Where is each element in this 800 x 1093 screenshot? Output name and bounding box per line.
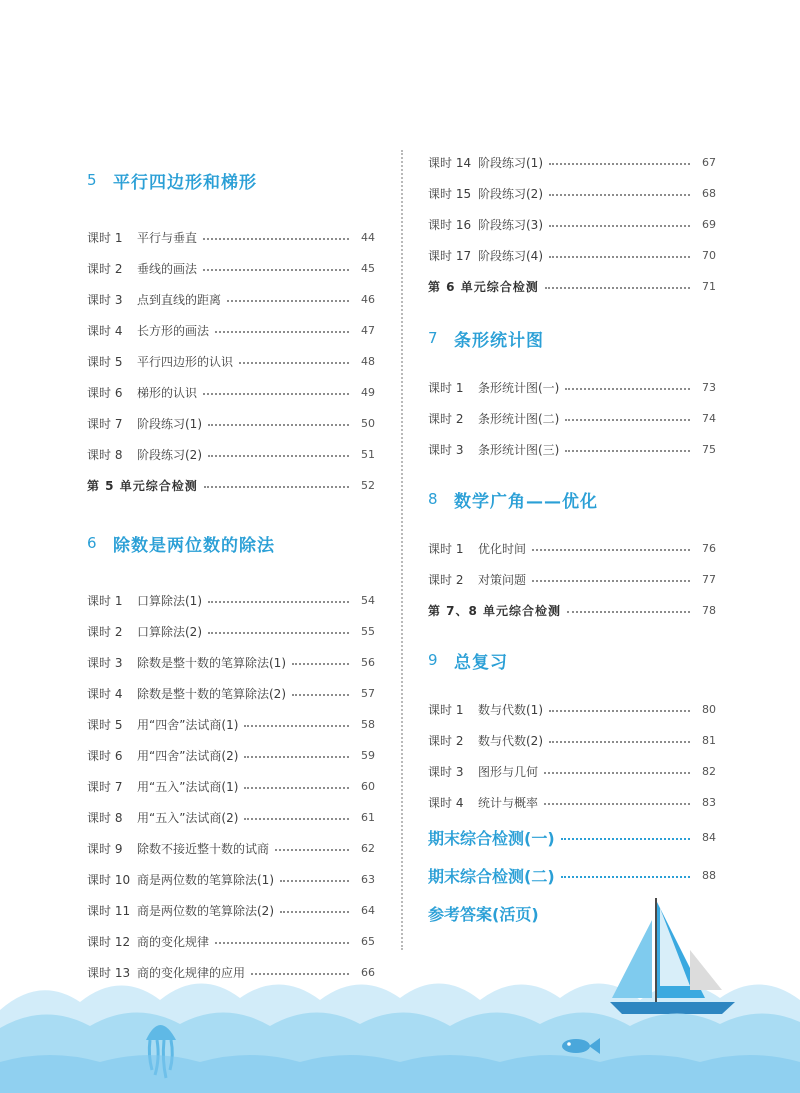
lesson-title: 条形统计图(一) bbox=[478, 381, 560, 395]
toc-entry[interactable] bbox=[428, 564, 716, 595]
unit-title: 数学广角——优化 bbox=[454, 491, 598, 512]
unit-number: 9 bbox=[428, 651, 438, 669]
page-number: 77 bbox=[702, 573, 716, 586]
page-number: 64 bbox=[361, 904, 375, 917]
final-exam-entry[interactable] bbox=[428, 818, 716, 856]
lesson-title: 数与代数(2) bbox=[478, 734, 543, 748]
unit-5-heading bbox=[87, 168, 375, 192]
toc-entry[interactable] bbox=[87, 439, 375, 470]
lesson-title: 口算除法(2) bbox=[137, 625, 202, 639]
left-column bbox=[87, 168, 375, 988]
toc-entry[interactable] bbox=[87, 833, 375, 864]
lesson-label: 课时 1 bbox=[428, 381, 464, 395]
page-number: 65 bbox=[361, 935, 375, 948]
lesson-label: 课时 1 bbox=[87, 231, 123, 245]
page-number: 69 bbox=[702, 218, 716, 231]
unit-review-entry[interactable] bbox=[428, 595, 716, 626]
page-number: 57 bbox=[361, 687, 375, 700]
leader-dots bbox=[549, 256, 690, 258]
lesson-label: 课时 2 bbox=[428, 734, 464, 748]
lesson-title: 除数是整十数的笔算除法(2) bbox=[137, 687, 286, 701]
lesson-label: 课时 2 bbox=[87, 625, 123, 639]
lesson-title: 用“五入”法试商(2) bbox=[137, 811, 239, 825]
page-number: 82 bbox=[702, 765, 716, 778]
leader-dots bbox=[561, 876, 690, 878]
lesson-title: 条形统计图(二) bbox=[478, 412, 560, 426]
leader-dots bbox=[565, 419, 690, 421]
page-number: 47 bbox=[361, 324, 375, 337]
lesson-title: 阶段练习(4) bbox=[478, 249, 543, 263]
lesson-title: 平行四边形的认识 bbox=[137, 355, 234, 369]
page-number: 78 bbox=[702, 604, 716, 617]
toc-entry[interactable] bbox=[87, 377, 375, 408]
page-number: 83 bbox=[702, 796, 716, 809]
leader-dots bbox=[549, 225, 690, 227]
lesson-label: 课时 2 bbox=[87, 262, 123, 276]
review-title: 第 5 单元综合检测 bbox=[87, 479, 198, 493]
lesson-title: 梯形的认识 bbox=[137, 386, 198, 400]
page-number: 59 bbox=[361, 749, 375, 762]
sea-scene bbox=[0, 890, 800, 1093]
leader-dots bbox=[544, 772, 690, 774]
page-number: 55 bbox=[361, 625, 375, 638]
answer-key-title: 参考答案(活页) bbox=[428, 904, 539, 924]
leader-dots bbox=[280, 880, 349, 882]
page-number: 52 bbox=[361, 479, 375, 492]
unit-6-heading bbox=[87, 531, 375, 555]
page-number: 44 bbox=[361, 231, 375, 244]
lesson-title: 统计与概率 bbox=[478, 796, 539, 810]
lesson-title: 条形统计图(三) bbox=[478, 443, 560, 457]
toc-entry[interactable] bbox=[87, 802, 375, 833]
lesson-title: 商是两位数的笔算除法(2) bbox=[137, 904, 274, 918]
leader-dots bbox=[561, 838, 690, 840]
page-number: 61 bbox=[361, 811, 375, 824]
toc-entry[interactable] bbox=[428, 240, 716, 271]
leader-dots bbox=[208, 601, 349, 603]
leader-dots bbox=[565, 388, 690, 390]
right-column bbox=[428, 147, 716, 932]
unit-review-entry[interactable] bbox=[87, 470, 375, 501]
leader-dots bbox=[203, 269, 349, 271]
lesson-label: 课时 3 bbox=[428, 443, 464, 457]
lesson-title: 阶段练习(2) bbox=[137, 448, 202, 462]
lesson-title: 点到直线的距离 bbox=[137, 293, 222, 307]
lesson-label: 课时 7 bbox=[87, 417, 123, 431]
toc-entry[interactable] bbox=[428, 372, 716, 403]
lesson-title: 阶段练习(1) bbox=[478, 156, 543, 170]
leader-dots bbox=[549, 741, 690, 743]
page-number: 75 bbox=[702, 443, 716, 456]
page-number: 62 bbox=[361, 842, 375, 855]
unit-number: 8 bbox=[428, 490, 438, 508]
unit-8-heading bbox=[428, 487, 716, 511]
toc-entry[interactable] bbox=[87, 616, 375, 647]
lesson-title: 口算除法(1) bbox=[137, 594, 202, 608]
page-number: 54 bbox=[361, 594, 375, 607]
page-number: 74 bbox=[702, 412, 716, 425]
leader-dots bbox=[215, 331, 349, 333]
toc-entry[interactable] bbox=[428, 725, 716, 756]
lesson-label: 课时 4 bbox=[87, 687, 123, 701]
leader-dots bbox=[208, 632, 349, 634]
toc-entry[interactable] bbox=[428, 403, 716, 434]
leader-dots bbox=[549, 194, 690, 196]
page-number: 81 bbox=[702, 734, 716, 747]
lesson-label: 课时 3 bbox=[428, 765, 464, 779]
toc-entry[interactable] bbox=[428, 434, 716, 465]
lesson-title: 阶段练习(2) bbox=[478, 187, 543, 201]
leader-dots bbox=[544, 803, 690, 805]
leader-dots bbox=[203, 393, 349, 395]
lesson-title: 商的变化规律的应用 bbox=[137, 966, 246, 980]
toc-entry[interactable] bbox=[428, 178, 716, 209]
lesson-title: 平行与垂直 bbox=[137, 231, 198, 245]
page-number: 63 bbox=[361, 873, 375, 886]
final-exam-entry[interactable] bbox=[428, 856, 716, 894]
lesson-label: 课时 13 bbox=[87, 966, 131, 980]
page-number: 71 bbox=[702, 280, 716, 293]
lesson-title: 商的变化规律 bbox=[137, 935, 210, 949]
lesson-label: 课时 11 bbox=[87, 904, 131, 918]
unit-title: 除数是两位数的除法 bbox=[113, 535, 275, 556]
lesson-title: 图形与几何 bbox=[478, 765, 539, 779]
toc-entry[interactable] bbox=[87, 678, 375, 709]
toc-entry[interactable] bbox=[87, 253, 375, 284]
page-number: 51 bbox=[361, 448, 375, 461]
lesson-label: 课时 10 bbox=[87, 873, 131, 887]
leader-dots bbox=[549, 163, 690, 165]
toc-entry[interactable] bbox=[87, 346, 375, 377]
page-number: 49 bbox=[361, 386, 375, 399]
page-number: 58 bbox=[361, 718, 375, 731]
lesson-label: 课时 1 bbox=[87, 594, 123, 608]
leader-dots bbox=[239, 362, 349, 364]
lesson-title: 对策问题 bbox=[478, 573, 527, 587]
toc-entry[interactable] bbox=[428, 756, 716, 787]
lesson-title: 阶段练习(3) bbox=[478, 218, 543, 232]
lesson-label: 课时 6 bbox=[87, 386, 123, 400]
lesson-title: 垂线的画法 bbox=[137, 262, 198, 276]
column-divider bbox=[401, 150, 403, 950]
toc-entry[interactable] bbox=[87, 222, 375, 253]
lesson-title: 商是两位数的笔算除法(1) bbox=[137, 873, 274, 887]
leader-dots bbox=[545, 287, 690, 289]
lesson-title: 数与代数(1) bbox=[478, 703, 543, 717]
unit-9-heading bbox=[428, 648, 716, 672]
page-number: 48 bbox=[361, 355, 375, 368]
lesson-label: 课时 8 bbox=[87, 811, 123, 825]
toc-entry[interactable] bbox=[87, 709, 375, 740]
toc-entry[interactable] bbox=[428, 209, 716, 240]
leader-dots bbox=[204, 486, 349, 488]
toc-entry[interactable] bbox=[87, 284, 375, 315]
lesson-label: 课时 6 bbox=[87, 749, 123, 763]
toc-entry[interactable] bbox=[428, 694, 716, 725]
leader-dots bbox=[244, 818, 349, 820]
lesson-label: 课时 7 bbox=[87, 780, 123, 794]
lesson-label: 课时 2 bbox=[428, 412, 464, 426]
lesson-title: 除数不接近整十数的试商 bbox=[137, 842, 270, 856]
review-title: 第 6 单元综合检测 bbox=[428, 280, 539, 294]
toc-entry[interactable] bbox=[428, 147, 716, 178]
leader-dots bbox=[532, 580, 690, 582]
page-number: 45 bbox=[361, 262, 375, 275]
toc-entry[interactable] bbox=[87, 408, 375, 439]
lesson-label: 课时 9 bbox=[87, 842, 123, 856]
page-number: 76 bbox=[702, 542, 716, 555]
lesson-label: 课时 16 bbox=[428, 218, 472, 232]
lesson-title: 用“五入”法试商(1) bbox=[137, 780, 239, 794]
page-number: 68 bbox=[702, 187, 716, 200]
page-number: 56 bbox=[361, 656, 375, 669]
unit-number: 7 bbox=[428, 329, 438, 347]
lesson-title: 除数是整十数的笔算除法(1) bbox=[137, 656, 286, 670]
leader-dots bbox=[275, 849, 349, 851]
toc-entry[interactable] bbox=[428, 533, 716, 564]
lesson-label: 课时 4 bbox=[87, 324, 123, 338]
leader-dots bbox=[567, 611, 690, 613]
unit-7-heading bbox=[428, 326, 716, 350]
lesson-label: 课时 1 bbox=[428, 542, 464, 556]
lesson-label: 课时 3 bbox=[87, 293, 123, 307]
leader-dots bbox=[227, 300, 349, 302]
toc-entry[interactable] bbox=[87, 740, 375, 771]
lesson-title: 优化时间 bbox=[478, 542, 527, 556]
page-number: 46 bbox=[361, 293, 375, 306]
lesson-title: 阶段练习(1) bbox=[137, 417, 202, 431]
unit-number: 5 bbox=[87, 171, 97, 189]
lesson-label: 课时 8 bbox=[87, 448, 123, 462]
leader-dots bbox=[203, 238, 349, 240]
unit-review-entry[interactable] bbox=[428, 271, 716, 302]
lesson-label: 课时 14 bbox=[428, 156, 472, 170]
page-number: 73 bbox=[702, 381, 716, 394]
lesson-label: 课时 5 bbox=[87, 355, 123, 369]
leader-dots bbox=[244, 756, 349, 758]
unit-title: 条形统计图 bbox=[454, 330, 544, 351]
lesson-label: 课时 15 bbox=[428, 187, 472, 201]
leader-dots bbox=[292, 694, 349, 696]
toc-entry[interactable] bbox=[428, 787, 716, 818]
leader-dots bbox=[208, 455, 349, 457]
unit-title: 平行四边形和梯形 bbox=[113, 172, 257, 193]
toc-entry[interactable] bbox=[87, 315, 375, 346]
page-number: 70 bbox=[702, 249, 716, 262]
leader-dots bbox=[565, 450, 690, 452]
leader-dots bbox=[244, 787, 349, 789]
leader-dots bbox=[208, 424, 349, 426]
lesson-label: 课时 3 bbox=[87, 656, 123, 670]
lesson-label: 课时 5 bbox=[87, 718, 123, 732]
final-exam-title: 期末综合检测(二) bbox=[428, 866, 555, 886]
leader-dots bbox=[244, 725, 349, 727]
page-number: 88 bbox=[702, 868, 716, 882]
review-title: 第 7、8 单元综合检测 bbox=[428, 604, 562, 618]
lesson-title: 用“四舍”法试商(2) bbox=[137, 749, 239, 763]
lesson-title: 用“四舍”法试商(1) bbox=[137, 718, 239, 732]
page-number: 67 bbox=[702, 156, 716, 169]
page-number: 60 bbox=[361, 780, 375, 793]
page-number: 84 bbox=[702, 830, 716, 844]
page-number: 50 bbox=[361, 417, 375, 430]
leader-dots bbox=[549, 710, 690, 712]
unit-title: 总复习 bbox=[454, 652, 508, 673]
lesson-label: 课时 1 bbox=[428, 703, 464, 717]
unit-number: 6 bbox=[87, 534, 97, 552]
lesson-title: 长方形的画法 bbox=[137, 324, 210, 338]
lesson-label: 课时 12 bbox=[87, 935, 131, 949]
final-exam-title: 期末综合检测(一) bbox=[428, 828, 555, 848]
toc-entry[interactable] bbox=[87, 771, 375, 802]
page-number: 80 bbox=[702, 703, 716, 716]
toc-entry[interactable] bbox=[87, 585, 375, 616]
lesson-label: 课时 4 bbox=[428, 796, 464, 810]
page-number: 66 bbox=[361, 966, 375, 979]
lesson-label: 课时 2 bbox=[428, 573, 464, 587]
leader-dots bbox=[292, 663, 349, 665]
lesson-label: 课时 17 bbox=[428, 249, 472, 263]
toc-entry[interactable] bbox=[87, 647, 375, 678]
leader-dots bbox=[532, 549, 690, 551]
